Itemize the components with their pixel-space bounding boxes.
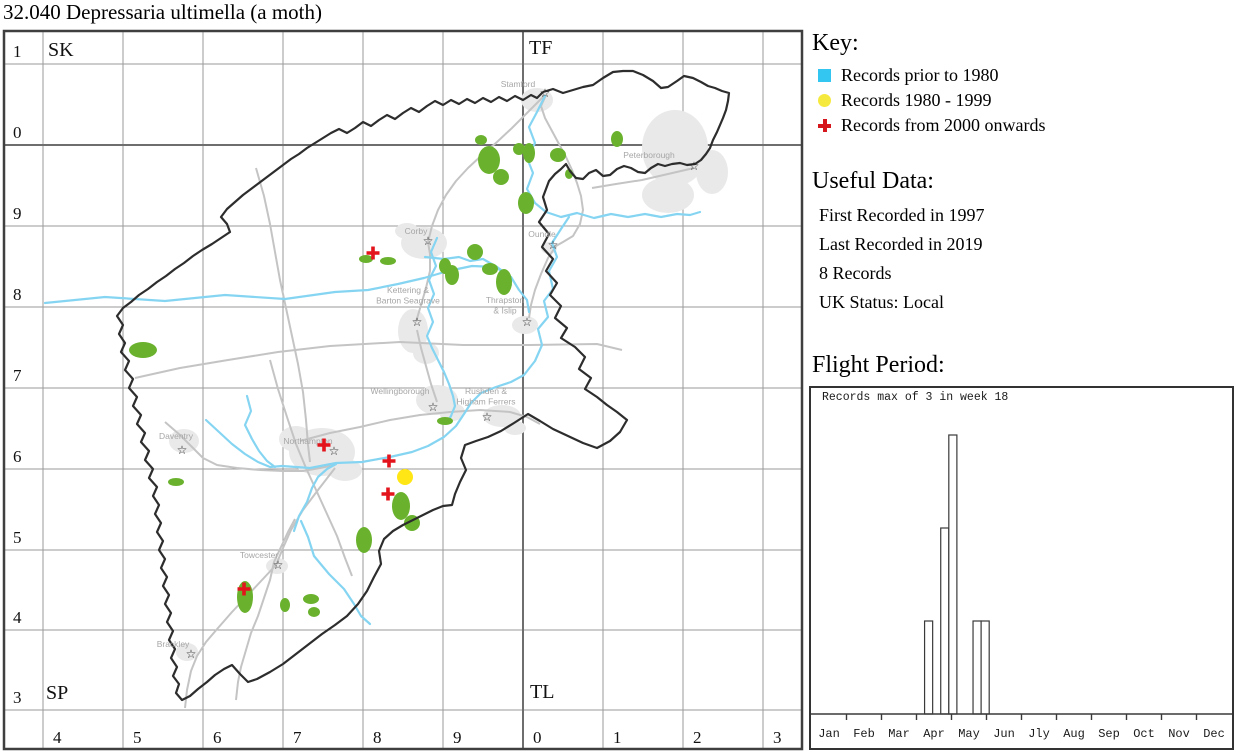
key-item-label: Records prior to 1980 bbox=[841, 65, 999, 85]
town-label: Peterborough bbox=[623, 150, 675, 160]
month-label: Nov bbox=[1168, 727, 1190, 741]
town-label: Kettering & bbox=[386, 285, 430, 295]
town-star-icon: ☆ bbox=[547, 238, 559, 252]
grid-col-label: 6 bbox=[213, 728, 222, 747]
town-star-icon: ☆ bbox=[688, 159, 700, 173]
town-label: Stamford bbox=[500, 79, 536, 89]
town-label: Oundle bbox=[528, 229, 556, 239]
flight-period-bar bbox=[941, 528, 949, 714]
grid-zone-label: SK bbox=[48, 39, 74, 61]
town-label: Thrapston bbox=[485, 295, 525, 305]
flight-period-bar bbox=[925, 621, 933, 714]
first-recorded: First Recorded in 1997 bbox=[819, 205, 985, 225]
town-star-icon: ☆ bbox=[176, 443, 188, 457]
town-star-icon: ☆ bbox=[481, 410, 493, 424]
month-label: Jly bbox=[1028, 727, 1050, 741]
month-label: Aug bbox=[1063, 727, 1085, 741]
grid-col-label: 4 bbox=[53, 728, 62, 747]
useful-data-title: Useful Data: bbox=[812, 168, 934, 194]
town-star-icon: ☆ bbox=[521, 315, 533, 329]
month-label: Feb bbox=[853, 727, 875, 741]
uk-status: UK Status: Local bbox=[819, 292, 944, 312]
month-label: Jan bbox=[818, 727, 840, 741]
grid-row-label: 7 bbox=[13, 366, 22, 385]
last-recorded: Last Recorded in 2019 bbox=[819, 234, 983, 254]
town-label: Higham Ferrers bbox=[456, 396, 516, 407]
grid-zone-label: SP bbox=[46, 682, 69, 704]
town-label: & Islip bbox=[493, 305, 517, 316]
month-label: Jun bbox=[993, 727, 1015, 741]
flight-period-title: Flight Period: bbox=[812, 352, 945, 378]
flight-period-bar bbox=[949, 435, 957, 714]
key-title: Key: bbox=[812, 30, 859, 56]
town-label: Northampton bbox=[283, 436, 333, 446]
town-star-icon: ☆ bbox=[328, 444, 340, 458]
grid-zone-label: TF bbox=[529, 37, 553, 59]
town-label: Brackley bbox=[156, 639, 190, 649]
month-label: May bbox=[958, 727, 980, 741]
flight-period-bar bbox=[973, 621, 981, 714]
grid-col-label: 0 bbox=[533, 728, 542, 747]
grid-col-label: 5 bbox=[133, 728, 142, 747]
town-label: Corby bbox=[404, 226, 428, 236]
grid-col-label: 8 bbox=[373, 728, 382, 747]
town-label: Rushden & bbox=[464, 386, 508, 396]
town-star-icon: ☆ bbox=[427, 400, 439, 414]
chart-border bbox=[810, 387, 1233, 749]
town-label: Daventry bbox=[158, 431, 194, 441]
grid-col-label: 1 bbox=[613, 728, 622, 747]
grid-row-label: 8 bbox=[13, 285, 22, 304]
record-count: 8 Records bbox=[819, 263, 892, 283]
town-star-icon: ☆ bbox=[539, 86, 551, 100]
month-label: Dec bbox=[1203, 727, 1225, 741]
grid-row-label: 9 bbox=[13, 204, 22, 223]
month-label: Mar bbox=[888, 727, 910, 741]
key-item-label: Records 1980 - 1999 bbox=[841, 90, 992, 110]
grid-col-label: 3 bbox=[773, 728, 782, 747]
key-item-label: Records from 2000 onwards bbox=[841, 115, 1046, 135]
town-star-icon: ☆ bbox=[411, 315, 423, 329]
town-star-icon: ☆ bbox=[422, 234, 434, 248]
town-label: Wellingborough bbox=[370, 386, 430, 396]
page-title: 32.040 Depressaria ultimella (a moth) bbox=[3, 0, 322, 24]
grid-zone-label: TL bbox=[530, 681, 555, 703]
grid-row-label: 1 bbox=[13, 42, 22, 61]
grid-row-label: 5 bbox=[13, 528, 22, 547]
town-label: Barton Seagrave bbox=[376, 295, 440, 306]
grid-col-label: 2 bbox=[693, 728, 702, 747]
grid-col-label: 9 bbox=[453, 728, 462, 747]
grid-row-label: 3 bbox=[13, 688, 22, 707]
grid-row-label: 0 bbox=[13, 123, 22, 142]
month-label: Oct bbox=[1133, 727, 1155, 741]
grid-col-label: 7 bbox=[293, 728, 302, 747]
flight-period-bar bbox=[981, 621, 989, 714]
month-label: Apr bbox=[923, 727, 945, 741]
month-label: Sep bbox=[1098, 727, 1120, 741]
chart-annotation: Records max of 3 in week 18 bbox=[822, 391, 1009, 404]
grid-row-label: 4 bbox=[13, 608, 22, 627]
town-star-icon: ☆ bbox=[272, 558, 284, 572]
town-star-icon: ☆ bbox=[185, 647, 197, 661]
town-label: Towcester bbox=[239, 550, 279, 560]
grid-row-label: 6 bbox=[13, 447, 22, 466]
